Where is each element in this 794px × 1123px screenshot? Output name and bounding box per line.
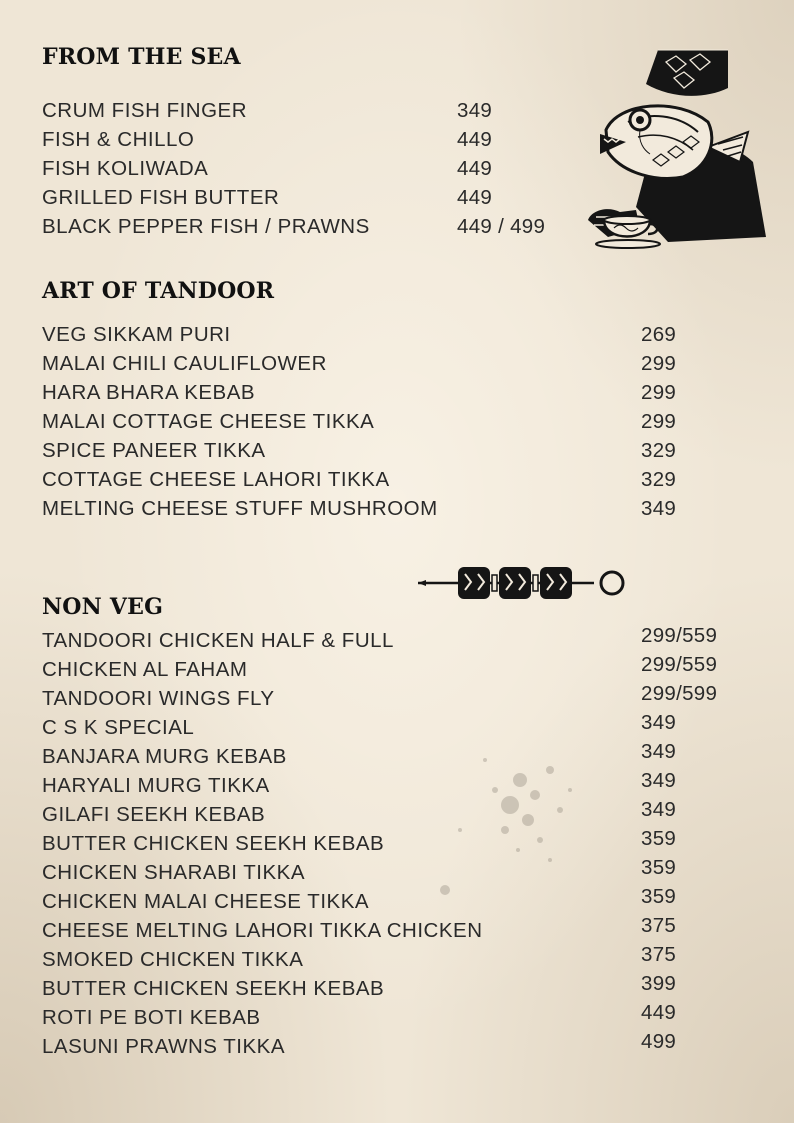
menu-item: [42, 410, 794, 439]
menu-item-price: 375: [641, 943, 677, 966]
menu-item: [42, 798, 794, 832]
menu-item-price: 299/599: [641, 682, 718, 705]
menu-item-name: BUTTER CHICKEN SEEKH KEBAB: [42, 977, 385, 1000]
menu-item-name: SMOKED CHICKEN TIKKA: [42, 948, 304, 971]
menu-item: [42, 682, 794, 716]
menu-item-name: FISH & CHILLO: [42, 128, 195, 151]
menu-item-price: 449: [457, 128, 493, 151]
menu-item-name: COTTAGE CHEESE LAHORI TIKKA: [42, 468, 390, 491]
menu-item: [42, 711, 794, 745]
menu-item: [42, 769, 794, 803]
menu-item-price: 449: [457, 186, 493, 209]
section-title-art-of-tandoor: ART OF TANDOOR: [42, 278, 275, 304]
menu-item-name: MALAI COTTAGE CHEESE TIKKA: [42, 410, 375, 433]
menu-item: [42, 1001, 794, 1035]
kebab-skewer-illustration: [418, 562, 630, 604]
menu-item-price: 349: [641, 798, 677, 821]
menu-item-price: 359: [641, 856, 677, 879]
menu-item: [42, 972, 794, 1006]
menu-item-name: CHICKEN MALAI CHEESE TIKKA: [42, 890, 370, 913]
section-title-non-veg: NON VEG: [42, 594, 164, 620]
menu-item-name: ROTI PE BOTI KEBAB: [42, 1006, 261, 1029]
menu-item-name: GRILLED FISH BUTTER: [42, 186, 280, 209]
menu-item-price: 329: [641, 439, 677, 462]
menu-item-price: 349: [457, 99, 493, 122]
menu-item-name: BUTTER CHICKEN SEEKH KEBAB: [42, 832, 385, 855]
menu-item-price: 299/559: [641, 624, 718, 647]
menu-item: [42, 352, 794, 381]
menu-item-name: MELTING CHEESE STUFF MUSHROOM: [42, 497, 438, 520]
menu-item-name: C S K SPECIAL: [42, 716, 195, 739]
menu-item: [42, 856, 794, 890]
menu-item-name: CHEESE MELTING LAHORI TIKKA CHICKEN: [42, 919, 483, 942]
menu-item: [42, 381, 794, 410]
menu-item-price: 399: [641, 972, 677, 995]
menu-item-price: 375: [641, 914, 677, 937]
menu-item-price: 449 / 499: [457, 215, 546, 238]
menu-item-price: 359: [641, 827, 677, 850]
menu-item-name: SPICE PANEER TIKKA: [42, 439, 266, 462]
menu-item-price: 349: [641, 711, 677, 734]
menu-item-name: HARA BHARA KEBAB: [42, 381, 256, 404]
menu-item-name: CRUM FISH FINGER: [42, 99, 248, 122]
menu-item: [42, 740, 794, 774]
menu-item-name: TANDOORI CHICKEN HALF & FULL: [42, 629, 394, 652]
menu-item-price: 449: [641, 1001, 677, 1024]
menu-item: [42, 914, 794, 948]
menu-item-name: BLACK PEPPER FISH / PRAWNS: [42, 215, 370, 238]
menu-item-name: GILAFI SEEKH KEBAB: [42, 803, 266, 826]
section-non-veg: [42, 624, 794, 1064]
menu-item-name: BANJARA MURG KEBAB: [42, 745, 287, 768]
menu-item-name: FISH KOLIWADA: [42, 157, 209, 180]
menu-item-price: 499: [641, 1030, 677, 1053]
menu-item-price: 299: [641, 410, 677, 433]
menu-item-price: 299: [641, 352, 677, 375]
menu-item: [42, 439, 794, 468]
menu-item: [42, 943, 794, 977]
menu-item-price: 359: [641, 885, 677, 908]
menu-item: [42, 1030, 794, 1064]
menu-item: [42, 497, 794, 526]
menu-item-name: VEG SIKKAM PURI: [42, 323, 231, 346]
menu-item-price: 299: [641, 381, 677, 404]
menu-item: [42, 885, 794, 919]
menu-item-name: HARYALI MURG TIKKA: [42, 774, 270, 797]
section-art-of-tandoor: [42, 323, 794, 526]
menu-item-name: TANDOORI WINGS FLY: [42, 687, 275, 710]
menu-item-name: LASUNI PRAWNS TIKKA: [42, 1035, 286, 1058]
fish-in-hat-teacup-illustration: [578, 42, 770, 254]
menu-item-price: 299/559: [641, 653, 718, 676]
menu-item-price: 349: [641, 740, 677, 763]
menu-item: [42, 827, 794, 861]
menu-item: [42, 468, 794, 497]
menu-item: [42, 323, 794, 352]
menu-item-name: MALAI CHILI CAULIFLOWER: [42, 352, 327, 375]
section-title-from-the-sea: FROM THE SEA: [42, 44, 241, 70]
menu-item-price: 349: [641, 497, 677, 520]
menu-item-name: CHICKEN SHARABI TIKKA: [42, 861, 306, 884]
menu-item-price: 269: [641, 323, 677, 346]
menu-item-price: 449: [457, 157, 493, 180]
menu-item-price: 329: [641, 468, 677, 491]
menu-item-price: 349: [641, 769, 677, 792]
menu-item-name: CHICKEN AL FAHAM: [42, 658, 248, 681]
